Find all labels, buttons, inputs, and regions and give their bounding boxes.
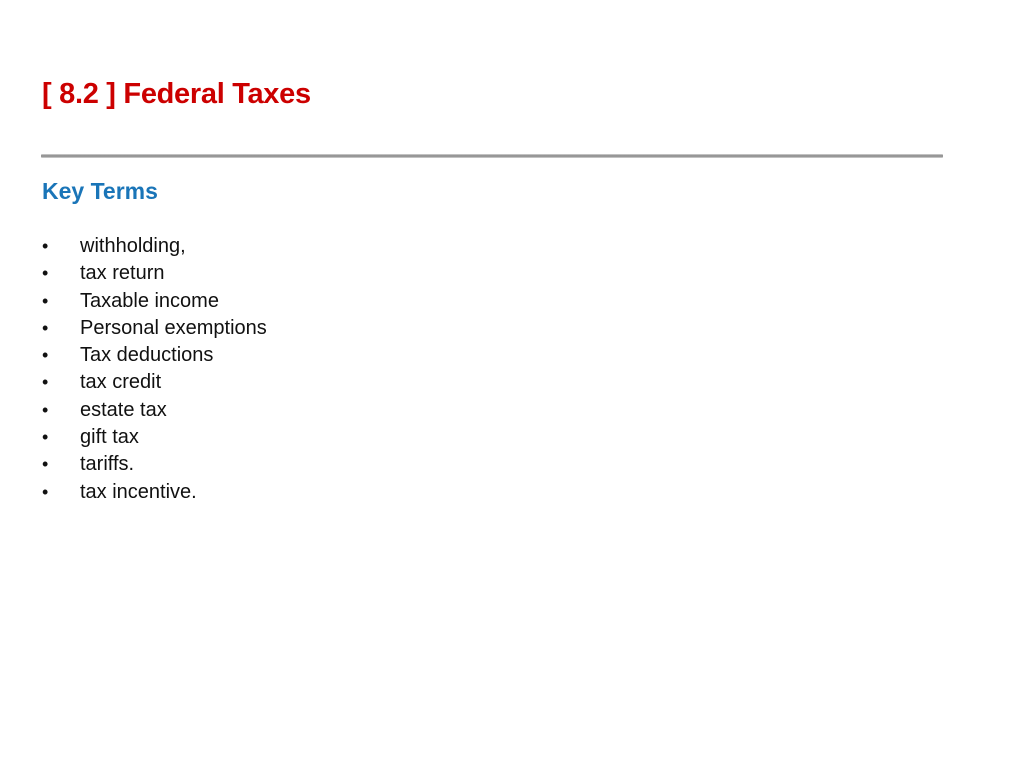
term-text: Personal exemptions: [80, 316, 267, 339]
bullet-icon: •: [42, 345, 49, 366]
term-text: tax incentive.: [80, 480, 197, 503]
term-text: tariffs.: [80, 453, 135, 476]
term-text: withholding,: [80, 235, 186, 257]
list-item: [42, 233, 267, 260]
list-item: [42, 369, 267, 396]
bullet-icon: •: [42, 236, 49, 256]
term-text: gift tax: [80, 426, 139, 449]
list-item: [42, 424, 267, 451]
bullet-icon: •: [42, 399, 49, 420]
bullet-icon: •: [42, 290, 49, 311]
list-item: [42, 260, 267, 287]
bullet-icon: •: [42, 372, 49, 393]
bullet-icon: •: [42, 454, 49, 475]
bullet-icon: •: [42, 263, 49, 284]
key-terms-list: [42, 233, 267, 506]
title-divider: [41, 154, 943, 158]
term-text: Taxable income: [80, 289, 219, 312]
term-text: tax credit: [80, 371, 162, 394]
bullet-icon: •: [42, 427, 49, 448]
list-item: [42, 479, 267, 506]
list-item: [42, 397, 267, 424]
term-text: Tax deductions: [80, 344, 214, 367]
list-item: [42, 288, 267, 315]
section-heading: Key Terms: [42, 178, 158, 204]
bullet-icon: •: [42, 317, 49, 338]
list-item: [42, 451, 267, 478]
bullet-icon: •: [42, 481, 49, 502]
list-item: [42, 315, 267, 342]
term-text: tax return: [80, 262, 165, 285]
term-text: estate tax: [80, 398, 167, 421]
list-item: [42, 342, 267, 369]
slide-title: [ 8.2 ] Federal Taxes: [42, 78, 311, 110]
